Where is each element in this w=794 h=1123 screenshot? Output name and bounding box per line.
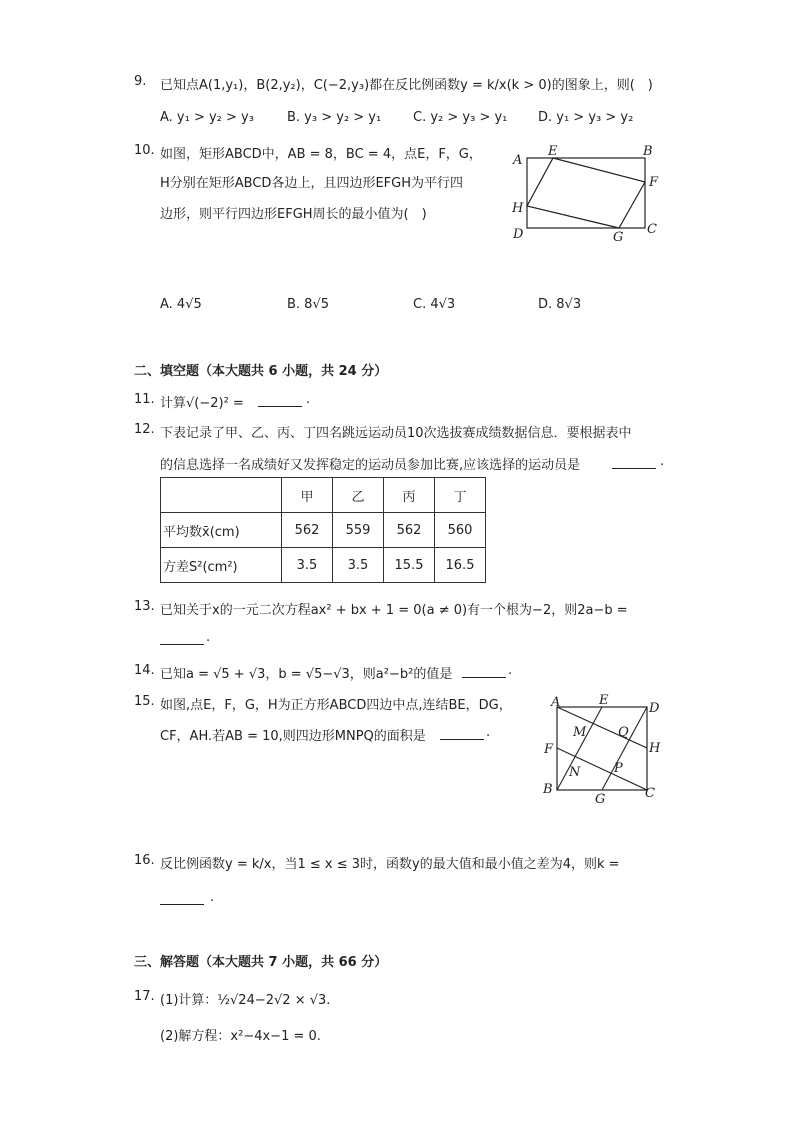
q10-line-1: 如图，矩形ABCD中，AB = 8，BC = 4，点E，F，G， bbox=[160, 147, 482, 162]
label-a: A bbox=[513, 153, 523, 168]
table-cell: 562 bbox=[282, 513, 333, 548]
q17-part-2: (2)解方程：x²−4x−1 = 0. bbox=[160, 1029, 321, 1044]
q10-rectangle-figure bbox=[505, 140, 670, 248]
table-cell: 15.5 bbox=[384, 548, 435, 583]
q11-text: 计算√(−2)² = bbox=[160, 396, 244, 411]
label-d: D bbox=[649, 701, 660, 716]
rectangle-abcd bbox=[527, 158, 645, 228]
q16-number: 16. bbox=[134, 853, 155, 868]
label-f: F bbox=[649, 175, 659, 190]
q9-option-c: C. y₂ > y₃ > y₁ bbox=[413, 110, 508, 125]
table-header-cell: 丙 bbox=[384, 478, 435, 513]
q13-line-1: 已知关于x的一元二次方程ax² + bx + 1 = 0(a ≠ 0)有一个根为−2，则2a−b = bbox=[160, 603, 628, 618]
table-header-cell: 乙 bbox=[333, 478, 384, 513]
q14-answer-blank[interactable] bbox=[462, 663, 506, 678]
table-header-cell: 甲 bbox=[282, 478, 333, 513]
segment-dg bbox=[602, 707, 647, 790]
label-c: C bbox=[645, 786, 655, 801]
label-c: C bbox=[647, 222, 657, 237]
q12-line-1: 下表记录了甲、乙、丙、丁四名跳远运动员10次选拔赛成绩数据信息．要根据表中 bbox=[160, 426, 632, 441]
label-b: B bbox=[643, 144, 653, 159]
section-2-heading: 二、填空题（本大题共 6 小题，共 24 分） bbox=[134, 364, 388, 379]
q10-number: 10. bbox=[134, 143, 155, 158]
q15-line-2: CF，AH.若AB = 10,则四边形MNPQ的面积是 bbox=[160, 729, 426, 744]
q13-number: 13. bbox=[134, 599, 155, 614]
table-header-cell bbox=[161, 478, 282, 513]
label-p: P bbox=[614, 761, 623, 776]
label-h: H bbox=[649, 741, 661, 756]
q13-tail: . bbox=[206, 630, 211, 645]
q11-answer-blank[interactable] bbox=[258, 392, 302, 407]
section-3-heading: 三、解答题（本大题共 7 小题，共 66 分） bbox=[134, 955, 388, 970]
label-g: G bbox=[595, 792, 606, 807]
table-cell: 560 bbox=[435, 513, 486, 548]
q9-stem: 已知点A(1,y₁)，B(2,y₂)，C(−2,y₃)都在反比例函数y = k/x(k > 0)的图象上，则( ) bbox=[160, 78, 653, 93]
table-header-cell: 丁 bbox=[435, 478, 486, 513]
q12-line-2: 的信息选择一名成绩好又发挥稳定的运动员参加比赛,应该选择的运动员是 bbox=[160, 458, 581, 473]
q9-option-b: B. y₃ > y₂ > y₁ bbox=[287, 110, 382, 125]
q12-number: 12. bbox=[134, 422, 155, 437]
label-e: E bbox=[548, 144, 558, 159]
q17-number: 17. bbox=[134, 989, 155, 1004]
q9-number: 9. bbox=[134, 74, 147, 89]
q15-number: 15. bbox=[134, 694, 155, 709]
table-header-row bbox=[161, 478, 486, 513]
q15-line-1: 如图,点E，F，G，H为正方形ABCD四边中点,连结BE，DG， bbox=[160, 698, 512, 713]
q9-option-d: D. y₁ > y₃ > y₂ bbox=[538, 110, 634, 125]
table-cell: 562 bbox=[384, 513, 435, 548]
label-e: E bbox=[599, 693, 609, 708]
parallelogram-efgh bbox=[527, 158, 645, 228]
q14-tail: . bbox=[508, 663, 513, 678]
table-row bbox=[161, 548, 486, 583]
q13-answer-blank[interactable] bbox=[160, 630, 204, 645]
q11-number: 11. bbox=[134, 392, 155, 407]
label-b: B bbox=[543, 782, 553, 797]
q10-option-d: D. 8√3 bbox=[538, 297, 582, 312]
segment-ah bbox=[557, 707, 647, 748]
q16-answer-blank[interactable] bbox=[160, 890, 204, 905]
label-a: A bbox=[551, 695, 561, 710]
q15-square-figure bbox=[538, 692, 668, 808]
q10-option-a: A. 4√5 bbox=[160, 297, 202, 312]
q11-tail: . bbox=[306, 392, 311, 407]
label-n: N bbox=[569, 765, 581, 780]
table-row bbox=[161, 513, 486, 548]
q14-number: 14. bbox=[134, 663, 155, 678]
q10-line-3: 边形，则平行四边形EFGH周长的最小值为( ) bbox=[160, 207, 427, 222]
label-m: M bbox=[573, 725, 587, 740]
table-cell: 16.5 bbox=[435, 548, 486, 583]
q12-answer-blank[interactable] bbox=[612, 454, 656, 469]
label-q: Q bbox=[618, 725, 629, 740]
table-cell: 方差S²(cm²) bbox=[161, 548, 282, 583]
q15-answer-blank[interactable] bbox=[440, 725, 484, 740]
table-cell: 平均数x̄(cm) bbox=[161, 513, 282, 548]
q12-stats-table bbox=[160, 477, 486, 583]
q14-text: 已知a = √5 + √3，b = √5−√3，则a²−b²的值是 bbox=[160, 667, 453, 682]
table-cell: 3.5 bbox=[282, 548, 333, 583]
q10-line-2: H分别在矩形ABCD各边上，且四边形EFGH为平行四 bbox=[160, 176, 463, 191]
q12-tail: . bbox=[660, 454, 665, 469]
label-h: H bbox=[512, 201, 524, 216]
q15-tail: . bbox=[486, 725, 491, 740]
q9-option-a: A. y₁ > y₂ > y₃ bbox=[160, 110, 254, 125]
table-cell: 3.5 bbox=[333, 548, 384, 583]
q10-option-b: B. 8√5 bbox=[287, 297, 330, 312]
q17-part-1: (1)计算：½√24−2√2 × √3. bbox=[160, 993, 331, 1008]
label-g: G bbox=[613, 230, 624, 245]
label-f: F bbox=[544, 742, 554, 757]
label-d: D bbox=[513, 227, 524, 242]
table-cell: 559 bbox=[333, 513, 384, 548]
q10-option-c: C. 4√3 bbox=[413, 297, 456, 312]
q16-tail: . bbox=[210, 890, 215, 905]
q16-line-1: 反比例函数y = k/x，当1 ≤ x ≤ 3时，函数y的最大值和最小值之差为4，则k = bbox=[160, 857, 620, 872]
